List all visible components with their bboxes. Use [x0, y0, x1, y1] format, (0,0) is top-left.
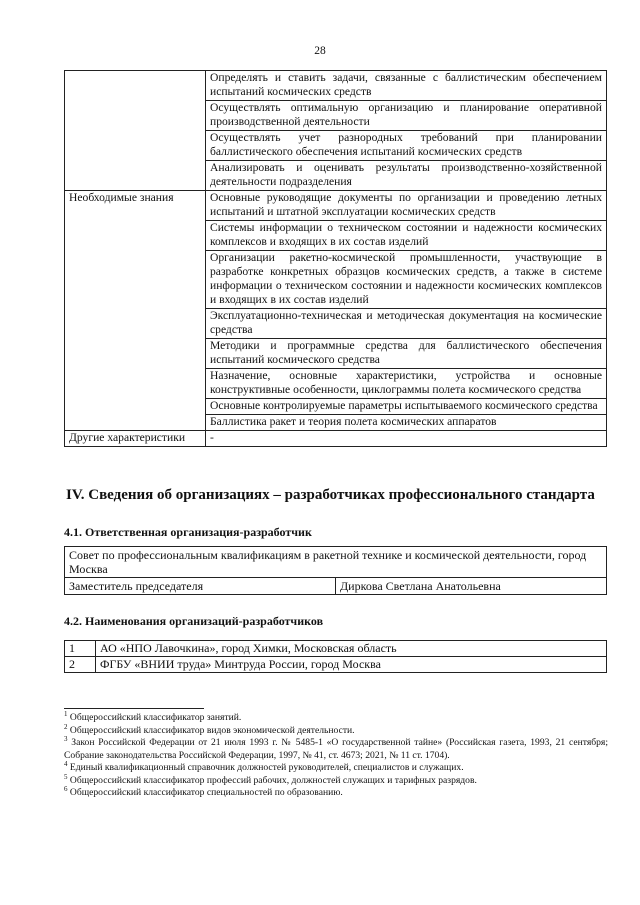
responsible-org-table — [64, 546, 607, 595]
row-text: Основные руководящие документы по организации и проведению летных испытаний и штатной эксплуатации космических средств — [206, 191, 607, 221]
row-label — [65, 161, 206, 191]
row-text: Организации ракетно-космической промышленности, участвующие в разработке конкретных образцов космических средств, а также в системе информации о техническом состоянии и надежности космических комплексов и входящих в их состав изделий — [206, 251, 607, 309]
row-label-other: Другие характеристики — [65, 431, 206, 447]
row-text: Баллистика ракет и теория полета космических аппаратов — [206, 415, 607, 431]
table-row — [65, 415, 607, 431]
row-label — [65, 251, 206, 309]
table-row — [65, 101, 607, 131]
row-text: Системы информации о техническом состоянии и надежности космических комплексов и входящих в их состав изделий — [206, 221, 607, 251]
table-row — [65, 657, 607, 673]
row-text: Эксплуатационно-техническая и методическая документация на космические средства — [206, 309, 607, 339]
table-row — [65, 641, 607, 657]
row-label — [65, 339, 206, 369]
row-label-required-knowledge: Необходимые знания — [65, 191, 206, 221]
table-row — [65, 71, 607, 101]
person-name: Диркова Светлана Анатольевна — [336, 578, 607, 595]
row-text: Анализировать и оценивать результаты производственно-хозяйственной деятельности подразделения — [206, 161, 607, 191]
position: Заместитель председателя — [65, 578, 336, 595]
row-number: 2 — [65, 657, 96, 673]
footnote: $^2$ Общероссийский классификатор видов экономической деятельности. — [64, 722, 355, 736]
row-text: Методики и программные средства для баллистического обеспечения испытаний космического средства — [206, 339, 607, 369]
row-label — [65, 131, 206, 161]
table-row — [65, 578, 607, 595]
section-title: IV. Сведения об организациях – разработчиках профессионального стандарта — [66, 487, 595, 503]
competency-table — [64, 70, 607, 447]
table-row — [65, 191, 607, 221]
page-number: 28 — [314, 45, 326, 57]
row-text: Основные контролируемые параметры испытываемого космического средства — [206, 399, 607, 415]
table-row — [65, 369, 607, 399]
table-row — [65, 339, 607, 369]
row-text: Осуществлять оптимальную организацию и планирование оперативной производственной деятельности — [206, 101, 607, 131]
table-row — [65, 251, 607, 309]
table-row — [65, 161, 607, 191]
row-text: Осуществлять учет разнородных требований при планировании баллистического обеспечения испытаний космических средств — [206, 131, 607, 161]
row-label — [65, 399, 206, 415]
table-row — [65, 399, 607, 415]
footnotes — [64, 709, 608, 800]
subsection-title-developers: 4.2. Наименования организаций-разработчиков — [64, 614, 324, 628]
row-label — [65, 221, 206, 251]
row-number: 1 — [65, 641, 96, 657]
row-text: Определять и ставить задачи, связанные с баллистическим обеспечением испытаний космических средств — [206, 71, 607, 101]
org-name: Совет по профессиональным квалификациям в ракетной технике и космической деятельности, город Москва — [65, 547, 607, 578]
table-row — [65, 431, 607, 447]
row-label — [65, 415, 206, 431]
row-label — [65, 369, 206, 399]
subsection-title-responsible: 4.1. Ответственная организация-разработчик — [64, 525, 312, 539]
footnote: $^1$ Общероссийский классификатор занятий. — [64, 709, 242, 723]
row-text: - — [206, 431, 607, 447]
table-row — [65, 131, 607, 161]
footnote: $^5$ Общероссийский классификатор профессий рабочих, должностей служащих и тарифных разрядов. — [64, 772, 477, 786]
footnote: $^3$ Закон Российской Федерации от 21 июля 1993 г. № 5485-1 «О государственной тайне» (Российская газета, 1993, 21 сентября; Собрание законодательства Российской Федерации, 1997, № 41, ст. 4673; 2021, № 11 ст. 1704). — [64, 734, 608, 761]
table-row — [65, 547, 607, 578]
row-label — [65, 309, 206, 339]
developer-name: ФГБУ «ВНИИ труда» Минтруда России, город Москва — [96, 657, 607, 673]
developer-name: АО «НПО Лавочкина», город Химки, Московская область — [96, 641, 607, 657]
row-label — [65, 101, 206, 131]
row-text: Назначение, основные характеристики, устройства и основные конструктивные особенности, циклограммы полета космического средства — [206, 369, 607, 399]
developers-table — [64, 640, 607, 673]
footnote-divider — [64, 708, 204, 709]
table-row — [65, 221, 607, 251]
footnote: $^4$ Единый квалификационный справочник должностей руководителей, специалистов и служащих. — [64, 759, 464, 773]
row-label — [65, 71, 206, 101]
table-row — [65, 309, 607, 339]
footnote: $^6$ Общероссийский классификатор специальностей по образованию. — [64, 784, 343, 798]
